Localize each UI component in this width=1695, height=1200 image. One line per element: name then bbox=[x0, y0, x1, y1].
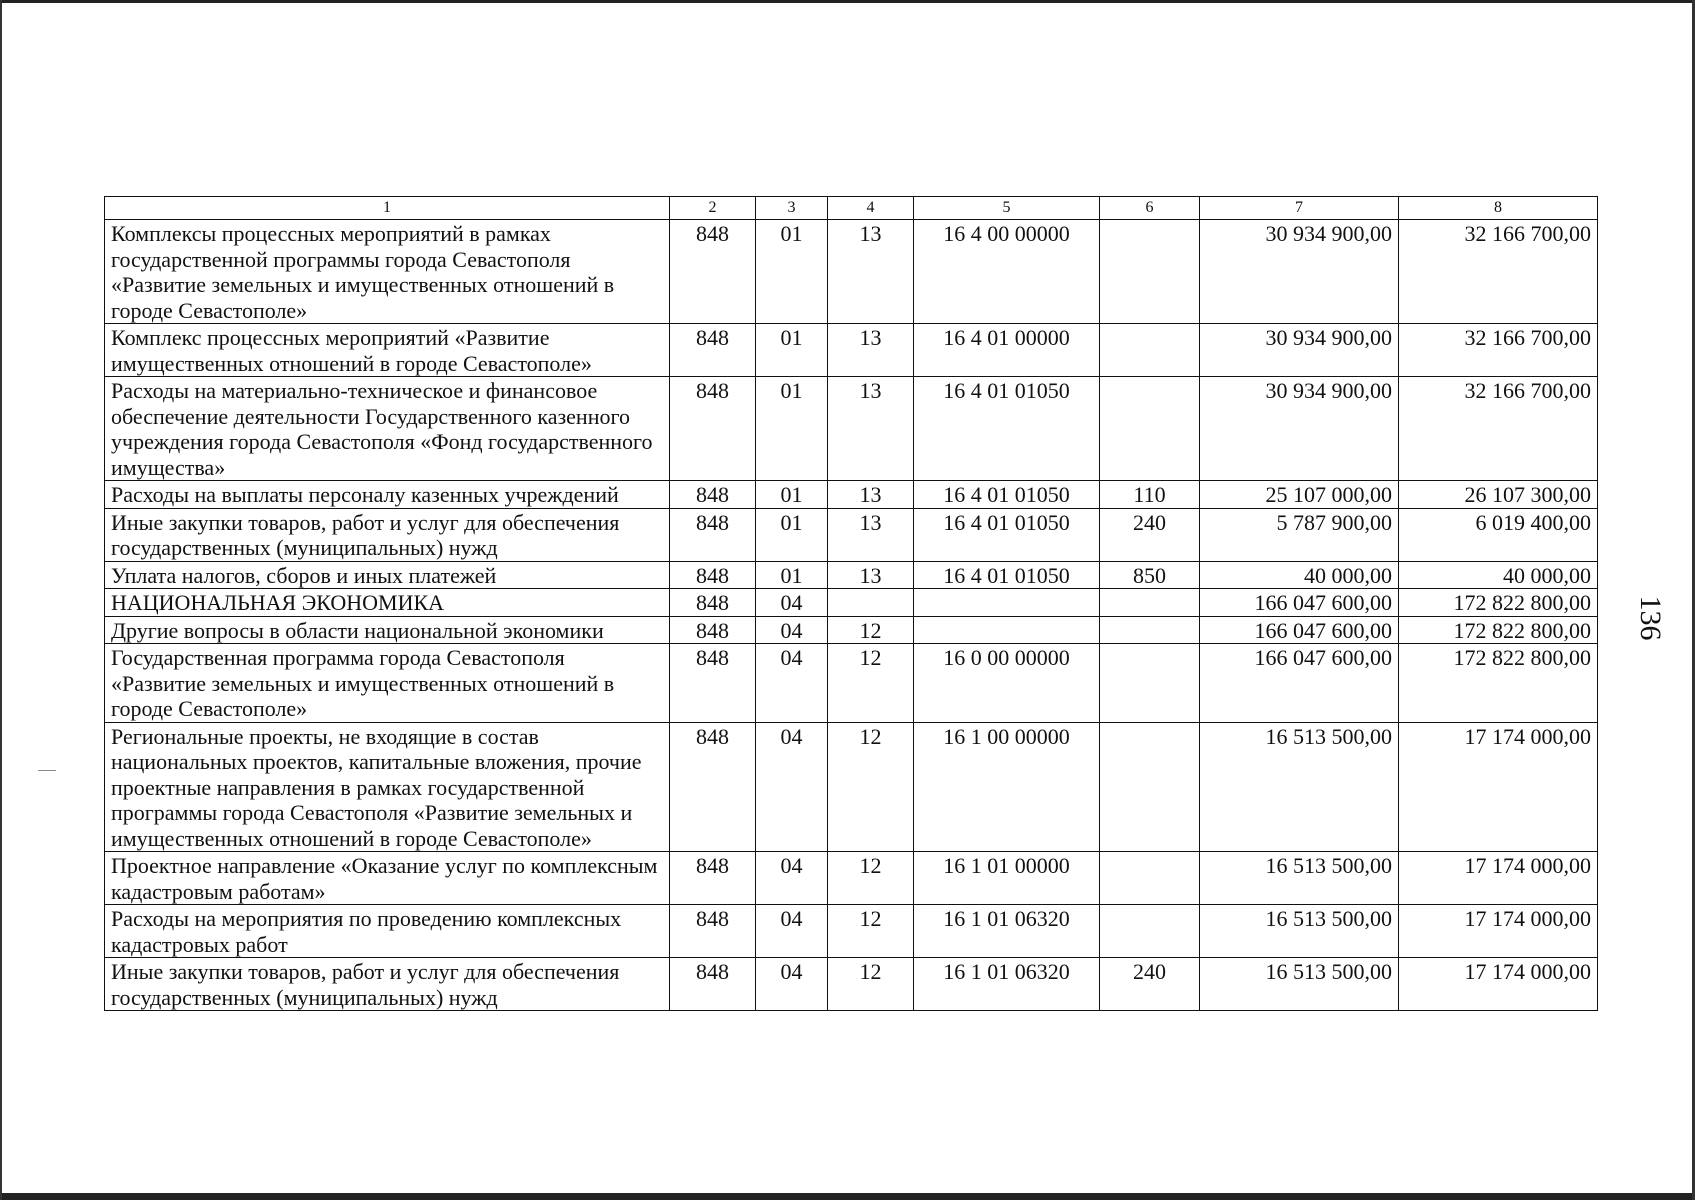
code-cell: 01 bbox=[756, 324, 828, 377]
budget-table bbox=[104, 196, 1598, 1011]
amount-cell: 166 047 600,00 bbox=[1200, 589, 1399, 617]
amount-cell: 26 107 300,00 bbox=[1399, 481, 1598, 509]
column-number: 7 bbox=[1200, 197, 1399, 220]
code-cell: 848 bbox=[670, 561, 756, 589]
amount-cell: 6 019 400,00 bbox=[1399, 508, 1598, 561]
amount-cell: 17 174 000,00 bbox=[1399, 958, 1598, 1011]
code-cell: 848 bbox=[670, 616, 756, 644]
amount-cell: 17 174 000,00 bbox=[1399, 852, 1598, 905]
column-number: 3 bbox=[756, 197, 828, 220]
code-cell bbox=[914, 616, 1100, 644]
code-cell bbox=[828, 589, 914, 617]
table-row bbox=[105, 508, 1598, 561]
code-cell bbox=[1100, 644, 1200, 723]
code-cell: 01 bbox=[756, 377, 828, 481]
table-row bbox=[105, 481, 1598, 509]
code-cell: 848 bbox=[670, 377, 756, 481]
code-cell: 12 bbox=[828, 722, 914, 852]
code-cell: 848 bbox=[670, 644, 756, 723]
code-cell: 848 bbox=[670, 324, 756, 377]
code-cell: 16 1 01 00000 bbox=[914, 852, 1100, 905]
table-row bbox=[105, 377, 1598, 481]
amount-cell: 16 513 500,00 bbox=[1200, 852, 1399, 905]
code-cell bbox=[1100, 377, 1200, 481]
code-cell: 13 bbox=[828, 220, 914, 324]
table-row bbox=[105, 561, 1598, 589]
code-cell: 01 bbox=[756, 481, 828, 509]
code-cell: 16 4 01 01050 bbox=[914, 481, 1100, 509]
code-cell: 12 bbox=[828, 644, 914, 723]
row-name-cell: Расходы на выплаты персоналу казенных учреждений bbox=[105, 481, 670, 509]
amount-cell: 166 047 600,00 bbox=[1200, 616, 1399, 644]
code-cell: 16 1 01 06320 bbox=[914, 958, 1100, 1011]
code-cell: 16 0 00 00000 bbox=[914, 644, 1100, 723]
code-cell: 16 4 01 01050 bbox=[914, 508, 1100, 561]
amount-cell: 30 934 900,00 bbox=[1200, 377, 1399, 481]
code-cell: 848 bbox=[670, 958, 756, 1011]
column-number: 2 bbox=[670, 197, 756, 220]
amount-cell: 32 166 700,00 bbox=[1399, 324, 1598, 377]
code-cell: 13 bbox=[828, 481, 914, 509]
column-number: 6 bbox=[1100, 197, 1200, 220]
code-cell: 12 bbox=[828, 852, 914, 905]
code-cell: 16 4 00 00000 bbox=[914, 220, 1100, 324]
amount-cell: 16 513 500,00 bbox=[1200, 905, 1399, 958]
code-cell: 04 bbox=[756, 958, 828, 1011]
code-cell bbox=[914, 589, 1100, 617]
code-cell: 848 bbox=[670, 589, 756, 617]
column-number: 4 bbox=[828, 197, 914, 220]
amount-cell: 5 787 900,00 bbox=[1200, 508, 1399, 561]
code-cell: 04 bbox=[756, 589, 828, 617]
table-row bbox=[105, 852, 1598, 905]
code-cell: 16 1 01 06320 bbox=[914, 905, 1100, 958]
code-cell: 16 4 01 01050 bbox=[914, 377, 1100, 481]
code-cell bbox=[1100, 589, 1200, 617]
amount-cell: 32 166 700,00 bbox=[1399, 220, 1598, 324]
code-cell: 110 bbox=[1100, 481, 1200, 509]
code-cell: 850 bbox=[1100, 561, 1200, 589]
amount-cell: 40 000,00 bbox=[1399, 561, 1598, 589]
code-cell: 13 bbox=[828, 561, 914, 589]
row-name-cell: Иные закупки товаров, работ и услуг для обеспечения государственных (муниципальных) нужд bbox=[105, 958, 670, 1011]
table-header-row bbox=[105, 197, 1598, 220]
code-cell: 848 bbox=[670, 905, 756, 958]
table-row bbox=[105, 644, 1598, 723]
row-name-cell: Комплекс процессных мероприятий «Развитие имущественных отношений в городе Севастополе» bbox=[105, 324, 670, 377]
column-number: 1 bbox=[105, 197, 670, 220]
column-number: 5 bbox=[914, 197, 1100, 220]
page-number: 136 bbox=[1634, 595, 1667, 641]
row-name-cell: Государственная программа города Севастополя «Развитие земельных и имущественных отношений в городе Севастополе» bbox=[105, 644, 670, 723]
code-cell: 01 bbox=[756, 508, 828, 561]
code-cell: 04 bbox=[756, 905, 828, 958]
row-name-cell: Проектное направление «Оказание услуг по комплексным кадастровым работам» bbox=[105, 852, 670, 905]
code-cell: 240 bbox=[1100, 508, 1200, 561]
row-name-cell: Уплата налогов, сборов и иных платежей bbox=[105, 561, 670, 589]
code-cell: 848 bbox=[670, 852, 756, 905]
code-cell: 13 bbox=[828, 324, 914, 377]
amount-cell: 172 822 800,00 bbox=[1399, 589, 1598, 617]
table-row bbox=[105, 589, 1598, 617]
code-cell bbox=[1100, 722, 1200, 852]
table-row bbox=[105, 220, 1598, 324]
code-cell: 848 bbox=[670, 481, 756, 509]
code-cell bbox=[1100, 616, 1200, 644]
code-cell bbox=[1100, 324, 1200, 377]
row-name-cell: Комплексы процессных мероприятий в рамках государственной программы города Севастополя «Развитие земельных и имущественных отношений в городе Севастополе» bbox=[105, 220, 670, 324]
table-row bbox=[105, 616, 1598, 644]
amount-cell: 32 166 700,00 bbox=[1399, 377, 1598, 481]
row-name-cell: Региональные проекты, не входящие в состав национальных проектов, капитальные вложения, прочие проектные направления в рамках государственной программы города Севастополя «Развитие земельных и имущественных отношений в городе Севастополе» bbox=[105, 722, 670, 852]
code-cell: 04 bbox=[756, 722, 828, 852]
row-name-cell: Иные закупки товаров, работ и услуг для обеспечения государственных (муниципальных) нужд bbox=[105, 508, 670, 561]
code-cell: 13 bbox=[828, 508, 914, 561]
code-cell: 848 bbox=[670, 722, 756, 852]
amount-cell: 16 513 500,00 bbox=[1200, 722, 1399, 852]
code-cell bbox=[1100, 852, 1200, 905]
table-row bbox=[105, 905, 1598, 958]
row-name-cell: Расходы на мероприятия по проведению комплексных кадастровых работ bbox=[105, 905, 670, 958]
amount-cell: 40 000,00 bbox=[1200, 561, 1399, 589]
amount-cell: 17 174 000,00 bbox=[1399, 722, 1598, 852]
code-cell: 848 bbox=[670, 220, 756, 324]
amount-cell: 172 822 800,00 bbox=[1399, 644, 1598, 723]
row-name-cell: Другие вопросы в области национальной экономики bbox=[105, 616, 670, 644]
table-row bbox=[105, 958, 1598, 1011]
code-cell: 12 bbox=[828, 616, 914, 644]
code-cell: 12 bbox=[828, 958, 914, 1011]
amount-cell: 172 822 800,00 bbox=[1399, 616, 1598, 644]
amount-cell: 30 934 900,00 bbox=[1200, 324, 1399, 377]
code-cell: 16 4 01 01050 bbox=[914, 561, 1100, 589]
table-row bbox=[105, 324, 1598, 377]
code-cell bbox=[1100, 905, 1200, 958]
table-row bbox=[105, 722, 1598, 852]
code-cell: 04 bbox=[756, 644, 828, 723]
code-cell: 13 bbox=[828, 377, 914, 481]
scan-stray-mark bbox=[38, 770, 56, 771]
code-cell: 16 1 00 00000 bbox=[914, 722, 1100, 852]
scan-border-top bbox=[0, 0, 1695, 3]
code-cell: 04 bbox=[756, 616, 828, 644]
amount-cell: 30 934 900,00 bbox=[1200, 220, 1399, 324]
code-cell bbox=[1100, 220, 1200, 324]
code-cell: 848 bbox=[670, 508, 756, 561]
amount-cell: 17 174 000,00 bbox=[1399, 905, 1598, 958]
row-name-cell: Расходы на материально-техническое и финансовое обеспечение деятельности Государственного казенного учреждения города Севастополя «Фонд государственного имущества» bbox=[105, 377, 670, 481]
scan-border-left bbox=[0, 0, 2, 1200]
code-cell: 240 bbox=[1100, 958, 1200, 1011]
scan-border-bottom bbox=[0, 1193, 1695, 1200]
amount-cell: 25 107 000,00 bbox=[1200, 481, 1399, 509]
code-cell: 12 bbox=[828, 905, 914, 958]
amount-cell: 166 047 600,00 bbox=[1200, 644, 1399, 723]
code-cell: 01 bbox=[756, 220, 828, 324]
code-cell: 16 4 01 00000 bbox=[914, 324, 1100, 377]
code-cell: 04 bbox=[756, 852, 828, 905]
column-number: 8 bbox=[1399, 197, 1598, 220]
amount-cell: 16 513 500,00 bbox=[1200, 958, 1399, 1011]
row-name-cell: НАЦИОНАЛЬНАЯ ЭКОНОМИКА bbox=[105, 589, 670, 617]
code-cell: 01 bbox=[756, 561, 828, 589]
